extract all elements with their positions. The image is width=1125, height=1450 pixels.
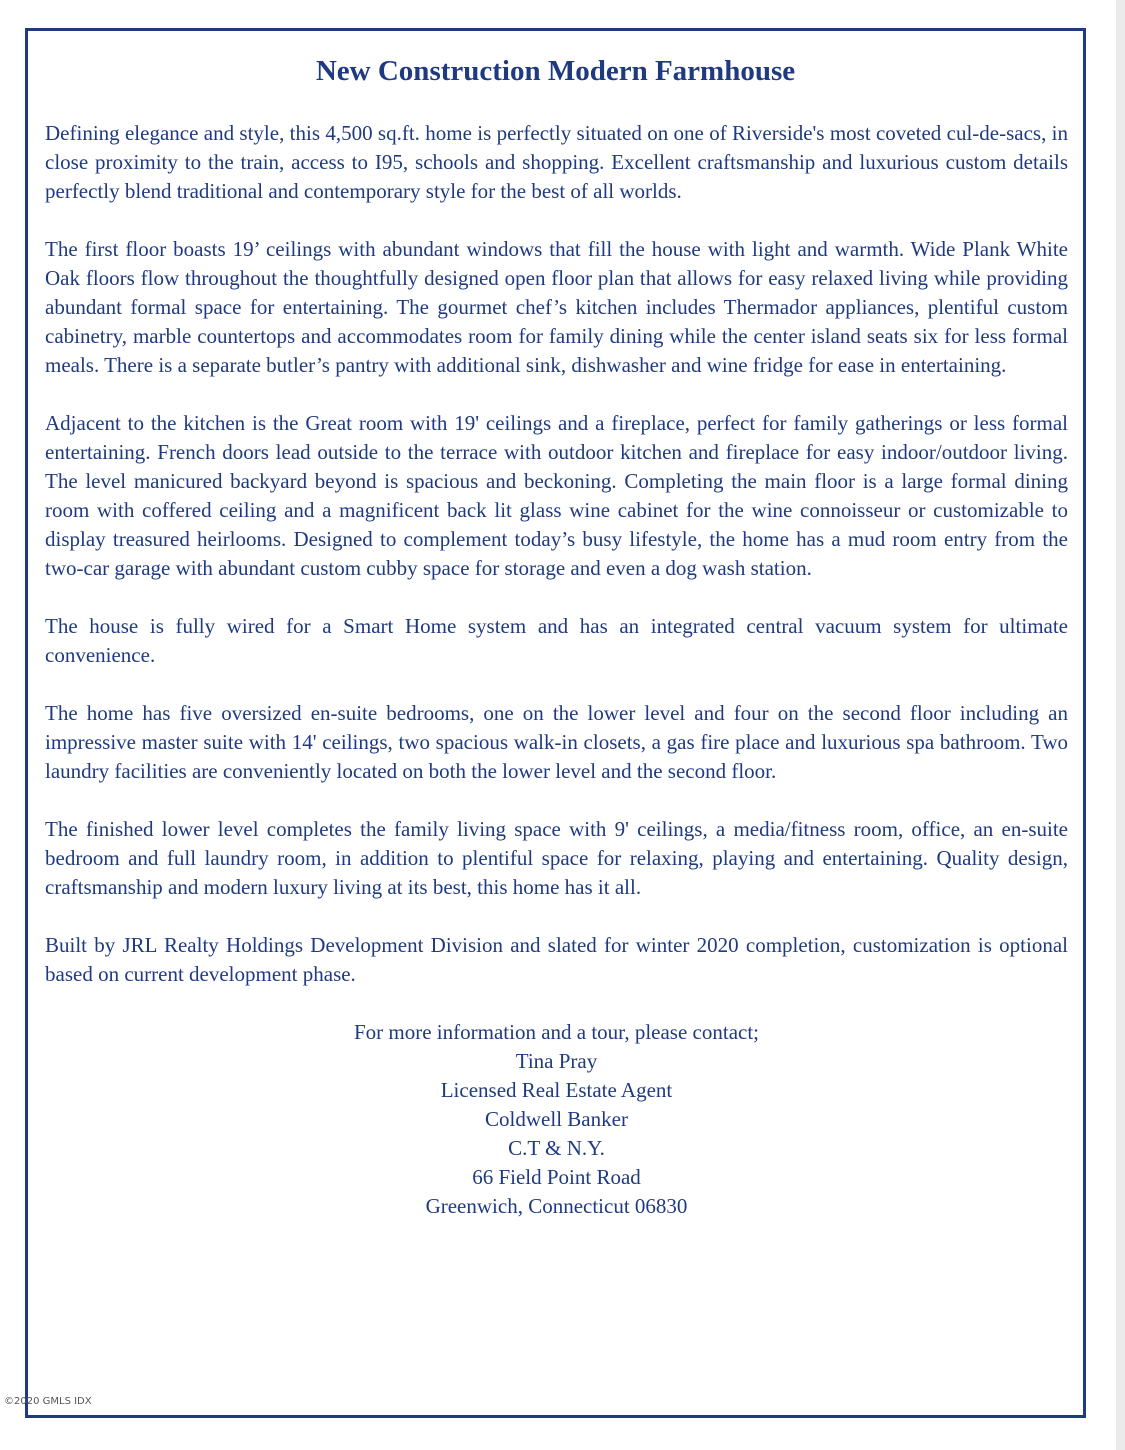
contact-intro: For more information and a tour, please contact; [353, 1020, 760, 1044]
contact-city: Greenwich, Connecticut 06830 [425, 1194, 688, 1218]
document-frame [25, 28, 1086, 1418]
paragraph-intro: Defining elegance and style, this 4,500 sq.ft. home is perfectly situated on one of Riverside's most coveted cul-de-sacs, in close proximity to the train, access to I95, schools and shopping. Excellent craftsmanship and luxurious custom details perfectly blend traditional and contemporary style for the best of all worlds. [45, 121, 1068, 203]
paragraph-lower-level: The finished lower level completes the family living space with 9' ceilings, a media/fitness room, office, an en-suite bedroom and full laundry room, in addition to plentiful space for relaxing, playing and entertaining. Quality design, craftsmanship and modern luxury living at its best, this home has it all. [45, 817, 1068, 899]
document-title: New Construction Modern Farmhouse [315, 55, 796, 87]
contact-block [45, 1018, 1068, 1221]
contact-name: Tina Pray [515, 1049, 598, 1073]
paragraph-great-room: Adjacent to the kitchen is the Great room with 19' ceilings and a fireplace, perfect for family gatherings or less formal entertaining. French doors lead outside to the terrace with outdoor kitchen and fireplace for easy indoor/outdoor living. The level manicured backyard beyond is spacious and beckoning. Completing the main floor is a large formal dining room with coffered ceiling and a magnificent back lit glass wine cabinet for the wine connoisseur or customizable to display treasured heirlooms. Designed to complement today’s busy lifestyle, the home has a mud room entry from the two-car garage with abundant custom cubby space for storage and even a dog wash station. [45, 411, 1068, 580]
copyright-watermark: ©2020 GMLS IDX [4, 1396, 92, 1407]
document-body [45, 119, 1068, 1221]
contact-role: Licensed Real Estate Agent [440, 1078, 673, 1102]
paragraph-bedrooms: The home has five oversized en-suite bedrooms, one on the lower level and four on the second floor including an impressive master suite with 14' ceilings, two spacious walk-in closets, a gas fire place and luxurious spa bathroom. Two laundry facilities are conveniently located on both the lower level and the second floor. [45, 701, 1068, 783]
contact-company: Coldwell Banker [485, 1107, 628, 1131]
paragraph-first-floor: The first floor boasts 19’ ceilings with abundant windows that fill the house with light and warmth. Wide Plank White Oak floors flow throughout the thoughtfully designed open floor plan that allows for easy relaxed living while providing abundant formal space for entertaining. The gourmet chef’s kitchen includes Thermador appliances, plentiful custom cabinetry, marble countertops and accommodates room for family dining while the center island seats six for less formal meals. There is a separate butler’s pantry with additional sink, dishwasher and wine fridge for ease in entertaining. [45, 237, 1068, 377]
paragraph-smart-home: The house is fully wired for a Smart Home system and has an integrated central vacuum system for ultimate convenience. [45, 614, 1068, 667]
paragraph-builder: Built by JRL Realty Holdings Development Division and slated for winter 2020 completion, customization is optional based on current development phase. [45, 933, 1068, 986]
right-gutter [1116, 0, 1125, 1450]
contact-region: C.T & N.Y. [508, 1136, 605, 1160]
contact-street: 66 Field Point Road [472, 1165, 641, 1189]
